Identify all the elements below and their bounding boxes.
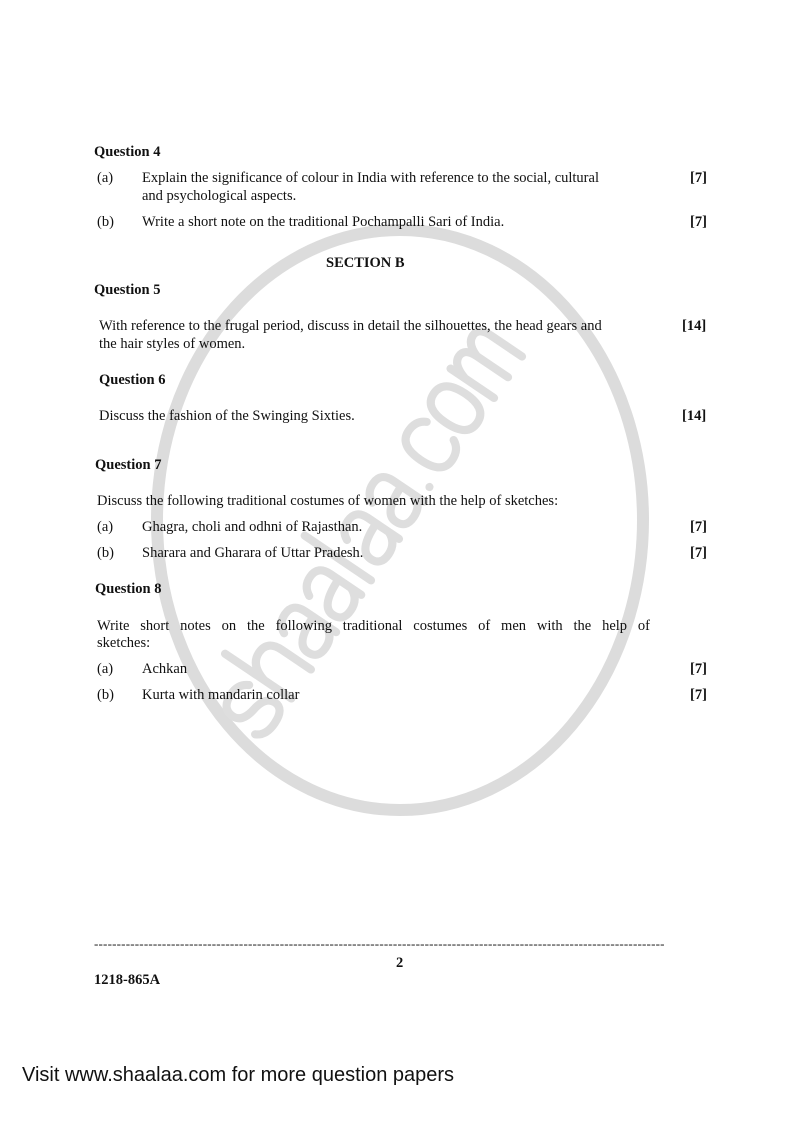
q5-marks: [14]	[682, 318, 707, 334]
q8-text-line1: Write short notes on the following traditional costumes of men with the help of	[97, 618, 650, 634]
paper-code: 1218-865A	[94, 972, 161, 988]
q7a-marks: [7]	[690, 519, 707, 535]
q8a-marks: [7]	[690, 661, 707, 677]
question-6-title: Question 6	[99, 372, 166, 388]
q4a-label: (a)	[97, 170, 114, 186]
q7b-text: Sharara and Gharara of Uttar Pradesh.	[142, 545, 364, 561]
question-8-title: Question 8	[95, 581, 162, 597]
q7b-marks: [7]	[690, 545, 707, 561]
q4a-marks: [7]	[690, 170, 707, 186]
q8b-marks: [7]	[690, 687, 707, 703]
watermark-glyph	[451, 327, 522, 398]
q7a-label: (a)	[97, 519, 114, 535]
question-7-title: Question 7	[95, 457, 162, 473]
watermark-glyph	[399, 416, 462, 474]
q6-marks: [14]	[682, 408, 707, 424]
q6-text: Discuss the fashion of the Swinging Sixties.	[99, 408, 355, 424]
q4a-text-line2: and psychological aspects.	[142, 188, 297, 204]
q8b-text: Kurta with mandarin collar	[142, 687, 300, 703]
watermark-glyph	[424, 379, 487, 437]
q7a-text: Ghagra, choli and odhni of Rajasthan.	[142, 519, 363, 535]
q7-intro: Discuss the following traditional costumes of women with the help of sketches:	[97, 493, 559, 509]
q4b-marks: [7]	[690, 214, 707, 230]
q4b-label: (b)	[97, 214, 114, 230]
q8b-label: (b)	[97, 687, 114, 703]
q7b-label: (b)	[97, 545, 114, 561]
q5-text-line2: the hair styles of women.	[99, 336, 246, 352]
q8a-text: Achkan	[142, 661, 188, 677]
q4b-text: Write a short note on the traditional Pochampalli Sari of India.	[142, 214, 505, 230]
q8-text-line2: sketches:	[97, 635, 151, 651]
page-number: 2	[396, 955, 404, 971]
footer-link-text: Visit www.shaalaa.com for more question papers	[22, 1064, 455, 1086]
page-divider: ------------------------------------------------------------------------------------------------------------------------------	[94, 936, 665, 951]
q5-text-line1: With reference to the frugal period, discuss in detail the silhouettes, the head gears and	[99, 318, 602, 334]
section-b-heading: SECTION B	[326, 255, 405, 271]
q8a-label: (a)	[97, 661, 114, 677]
question-4-title: Question 4	[94, 144, 161, 160]
watermark-glyph	[300, 565, 362, 621]
question-5-title: Question 5	[94, 282, 161, 298]
q4a-text-line1: Explain the significance of colour in India with reference to the social, cultural	[142, 170, 599, 186]
